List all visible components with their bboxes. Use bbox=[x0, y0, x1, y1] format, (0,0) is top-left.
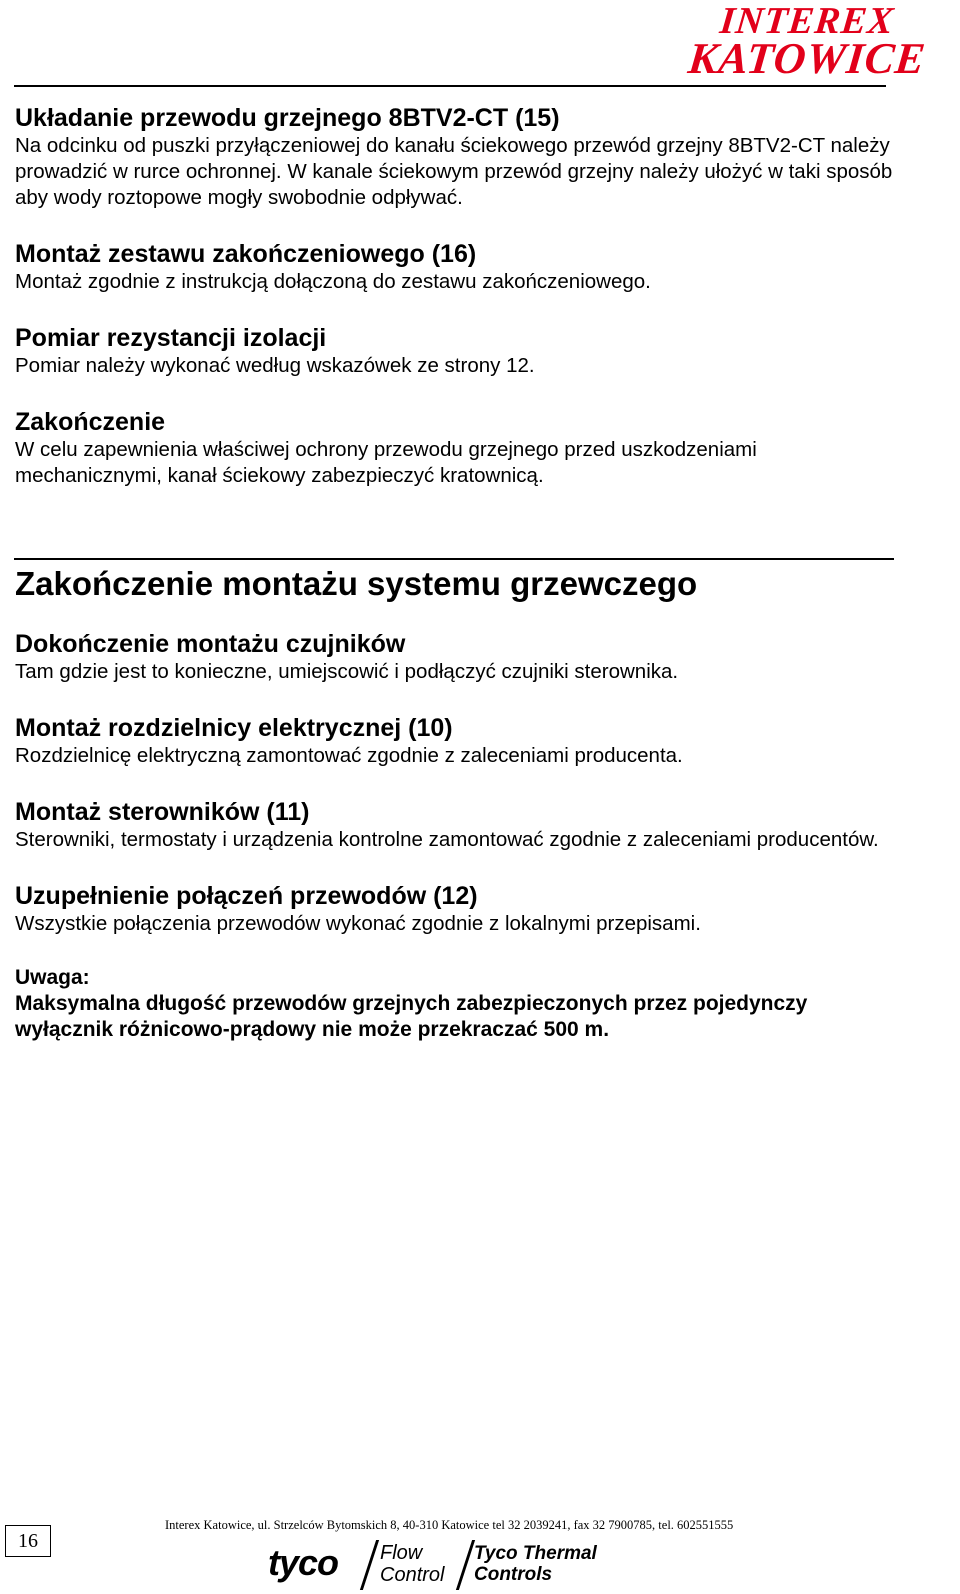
flow-control-logo bbox=[380, 1542, 444, 1586]
section-title: Zakończenie bbox=[15, 408, 166, 436]
section-text: Sterowniki, termostaty i urządzenia kontrolne zamontować zgodnie z zaleceniami producentów. bbox=[15, 828, 879, 851]
section-text: Wszystkie połączenia przewodów wykonać zgodnie z lokalnymi przepisami. bbox=[15, 912, 701, 935]
header-divider bbox=[14, 85, 886, 87]
section-text: Pomiar należy wykonać według wskazówek ze strony 12. bbox=[15, 354, 535, 377]
control-line: Control bbox=[380, 1564, 445, 1586]
warning-block bbox=[15, 965, 895, 1043]
section-title: Montaż sterowników (11) bbox=[15, 798, 310, 826]
slash-divider bbox=[360, 1540, 379, 1590]
logo-line-1: INTEREX bbox=[717, 0, 897, 42]
chapter-sections bbox=[15, 563, 895, 1043]
slash-divider bbox=[456, 1540, 475, 1590]
section-zakonczenie bbox=[15, 407, 895, 489]
thermal-line: Tyco Thermal bbox=[474, 1543, 597, 1564]
section-text: Montaż zgodnie z instrukcją dołączoną do zestawu zakończeniowego. bbox=[15, 270, 651, 293]
brand-logos bbox=[268, 1540, 628, 1590]
warning-title: Uwaga: bbox=[15, 966, 90, 989]
section-pomiar bbox=[15, 323, 895, 379]
tyco-logo: tyco bbox=[268, 1542, 339, 1583]
section-rozdzielnica bbox=[15, 713, 895, 769]
chapter-title: Zakończenie montażu systemu grzewczego bbox=[15, 565, 698, 602]
section-ukladanie bbox=[15, 103, 895, 211]
top-sections bbox=[15, 103, 895, 517]
section-title: Układanie przewodu grzejnego 8BTV2-CT (15) bbox=[15, 104, 560, 132]
section-title: Montaż rozdzielnicy elektrycznej (10) bbox=[15, 714, 453, 742]
section-title: Montaż zestawu zakończeniowego (16) bbox=[15, 240, 477, 268]
section-title: Pomiar rezystancji izolacji bbox=[15, 324, 327, 352]
section-text: W celu zapewnienia właściwej ochrony przewodu grzejnego przed uszkodzeniami mechanicznymi, kanał ściekowy zabezpieczyć kratownicą. bbox=[15, 438, 757, 487]
warning-text: Maksymalna długość przewodów grzejnych zabezpieczonych przez pojedynczy wyłącznik różnicowo-prądowy nie może przekraczać 500 m. bbox=[15, 992, 808, 1041]
flow-line: Flow bbox=[380, 1542, 423, 1564]
interex-katowice-logo bbox=[662, 0, 952, 83]
page-number: 16 bbox=[5, 1525, 51, 1557]
section-title: Uzupełnienie połączeń przewodów (12) bbox=[15, 882, 478, 910]
tyco-thermal-controls-logo bbox=[474, 1543, 597, 1585]
section-text: Na odcinku od puszki przyłączeniowej do kanału ściekowego przewód grzejny 8BTV2-CT należy prowadzić w rurce ochronnej. W kanale ściekowym przewód grzejny należy ułożyć w taki sposób aby wody roztopowe mogły swobodnie odpływać. bbox=[15, 134, 893, 209]
chapter-divider bbox=[14, 558, 894, 560]
section-title: Dokończenie montażu czujników bbox=[15, 630, 406, 658]
section-sterowniki bbox=[15, 797, 895, 853]
section-polaczenia bbox=[15, 881, 895, 937]
logo-line-2: KATOWICE bbox=[685, 33, 929, 83]
footer-address: Interex Katowice, ul. Strzelców Bytomskich 8, 40-310 Katowice tel 32 2039241, fax 32 7900785, tel. 602551555 bbox=[165, 1518, 734, 1532]
section-text: Rozdzielnicę elektryczną zamontować zgodnie z zaleceniami producenta. bbox=[15, 744, 683, 767]
controls-line: Controls bbox=[474, 1564, 553, 1585]
section-montaz-zestawu bbox=[15, 239, 895, 295]
section-czujniki bbox=[15, 629, 895, 685]
section-text: Tam gdzie jest to konieczne, umiejscowić i podłączyć czujniki sterownika. bbox=[15, 660, 679, 683]
